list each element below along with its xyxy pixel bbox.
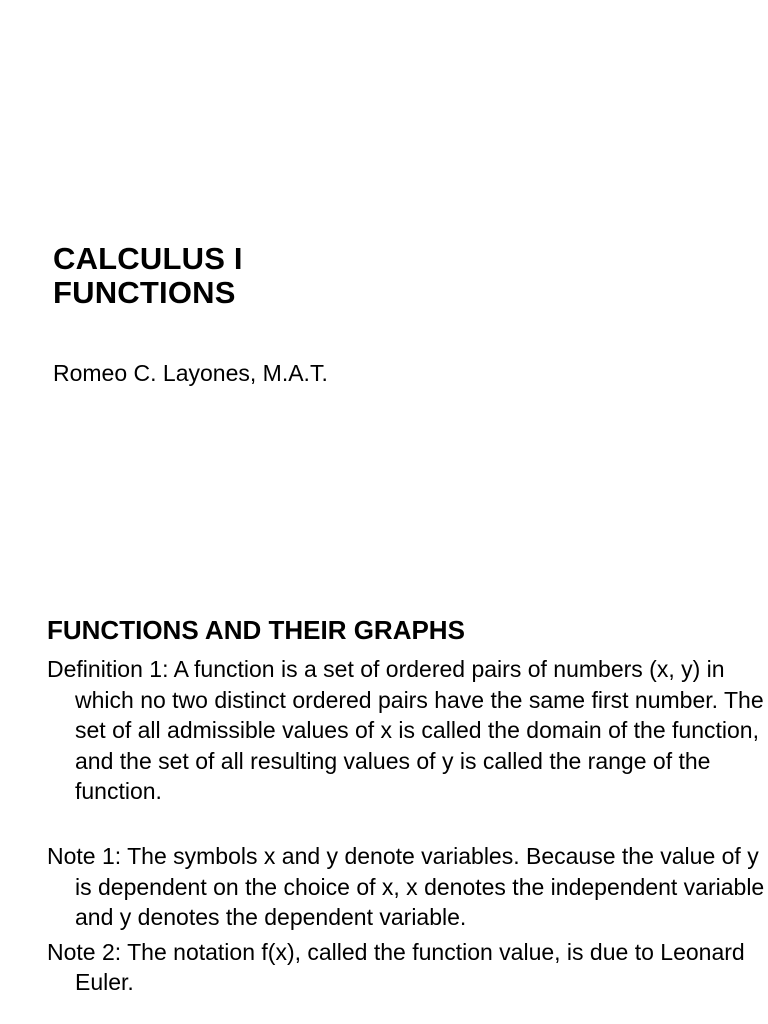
author-name: Romeo C. Layones, M.A.T.	[53, 360, 328, 386]
definition-paragraph: Definition 1: A function is a set of ordered pairs of numbers (x, y) in which no two distinct ordered pairs have the same first number. The set of all admissible values of x is called the domain of the function, and the set of all resulting values of y is called the range of the function.	[47, 656, 764, 805]
title-line-course: CALCULUS I	[53, 241, 243, 276]
title-line-topic: FUNCTIONS	[53, 275, 236, 310]
functions-section	[47, 614, 765, 998]
slide-title	[53, 242, 653, 310]
note-2-paragraph: Note 2: The notation f(x), called the function value, is due to Leonard Euler.	[47, 938, 745, 996]
paragraph-spacer	[47, 807, 747, 841]
note-1-paragraph: Note 1: The symbols x and y denote variables. Because the value of y is dependent on the choice of x, x denotes the independent variable and y denotes the dependent variable.	[47, 842, 765, 931]
section-heading: FUNCTIONS AND THEIR GRAPHS	[47, 615, 465, 645]
